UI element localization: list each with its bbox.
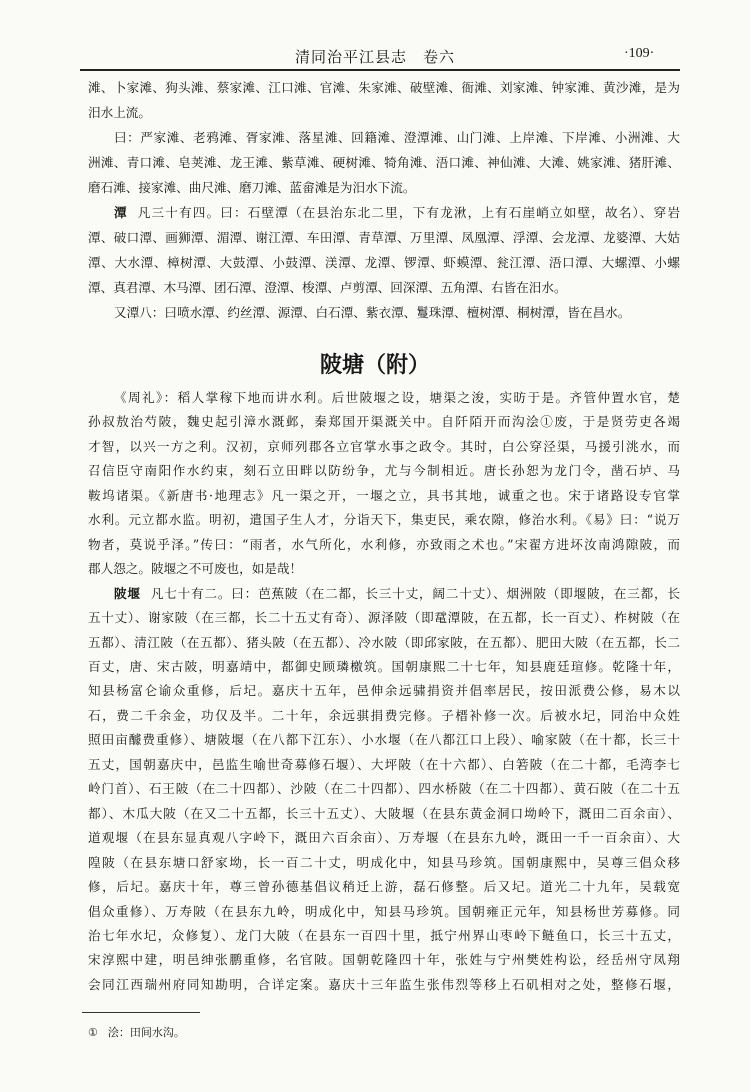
paragraph [88,75,680,125]
text-line-content: 凡七十有二。曰：芭蕉陂（在二都，长三十丈，阔二十丈）、烟洲陂（即堰陂，在三都，长 [150,585,681,601]
text-line-content: 鞍坞诸渠。《新唐书·地理志》凡一渠之开，一堰之立，具书其地，诚重之也。宋于诸路设专官掌 [88,487,680,503]
text-line-content: 治七年水圮，众修复）、龙门大陂（在县东一百四十里，抵宁州界山枣岭下鲢鱼口，长三十五丈， [88,927,680,943]
paragraph [88,200,680,300]
text-line-content: 汨水上流。 [88,105,151,120]
top-text-block [88,75,680,325]
text-line-content: 百丈，唐、宋古陂，明嘉靖中，都御史顾璘檄筑。国朝康熙二十七年，知县鹿廷瑄修。乾隆十年， [88,658,680,674]
text-line-content: 五十丈）、谢家陂（在三都，长二十五丈有奇）、源泽陂（即鼋潭陂，在五都，长一百丈）、柞树陂（在 [88,610,680,626]
footnote-rule [82,1012,200,1013]
text-line [88,410,680,434]
text-line [88,459,680,483]
text-line-content: 石，费二千余金，功仅及半。二十年，余远骐捐费完修。子榗补修一次。后被水圮，同治中众姓 [88,707,680,723]
header-title-text: 清同治平江县志 卷六 [294,48,455,66]
text-line [88,802,680,826]
text-line [88,728,680,752]
text-line-content: 潭、大水潭、樟树潭、大鼓潭、小鼓潭、渼潭、龙潭、锣潭、虾蟆潭、瓮江潭、浯口潭、大螺潭、小螺 [88,255,680,270]
text-line [88,484,680,508]
text-line [88,250,680,275]
text-line-content: 都）、木瓜大陂（在又二十五都，长三十五丈）、大陂堰（在县东黄金洞口坳岭下，溉田二百余亩）、 [88,805,680,821]
text-line [88,533,680,557]
text-line [88,275,680,300]
text-line [88,973,680,997]
section-title: 陂塘（附） [319,353,430,378]
footnote-marker: ① [88,1026,98,1039]
text-line-content: 《周礼》：稻人掌稼下地而讲水利。后世陂堰之设，塘渠之浚，实昉于是。齐管仲置水官，楚 [114,390,680,405]
text-line [88,948,680,972]
paragraph [88,300,680,325]
text-line-content: 照田亩醵费重修）、塘陂堰（在八都下江东）、小水堰（在八都江口上段）、喻家陂（在十都，长三十 [88,732,680,748]
text-line [88,508,680,532]
paragraph-lead-term: 潭 [114,205,128,220]
text-line [88,631,680,655]
text-line [88,125,680,150]
text-line [88,75,680,100]
text-line [88,704,680,728]
text-line-content: 岭门首）、石王陂（在二十四都）、沙陂（在二十四都）、四水桥陂（在二十四都）、黄石陂（在二十五 [88,781,680,797]
footnote [88,1024,185,1040]
text-line [88,753,680,777]
text-line-content: 道观堰（在县东显真观八字岭下，溉田六百余亩）、万寿堰（在县东九岭，溉田一千一百余亩）、大 [88,830,680,846]
text-line-content: 潭、真君潭、木马潭、团石潭、澄潭、梭潭、卢剪潭、回深潭、五角潭、右皆在汨水。 [88,280,567,295]
text-line-content: 修，后圮。嘉庆十年，尊三曾孙德基倡议稍迁上游，磊石修整。后又圮。道光二十九年，吴载宽 [88,879,680,895]
text-line-content: 孙叔敖治芍陂，魏史起引漳水溉邺，秦郑国开渠溉关中。自阡陌开而沟浍①废，于是贤劳吏各竭 [88,414,680,430]
text-line-content: 倡众重修）、万寿陂（在县东九岭，明成化中，知县马珍筑。国朝雍正元年，知县杨世芳募修。同 [88,903,680,919]
text-line-content: 郡人怨之。陂堰之不可废也，如是哉！ [88,561,303,577]
text-line [88,826,680,850]
text-line [88,679,680,703]
text-line-content: 曰：严家滩、老鸦滩、胥家滩、落星滩、回籍滩、澄潭滩、山门滩、上岸滩、下岸滩、小洲滩、大 [114,130,680,145]
text-line-content: 磨石滩、接家滩、曲尺滩、磨刀滩、蓝畲滩是为汨水下流。 [88,180,416,195]
text-line [88,777,680,801]
text-line [88,386,680,410]
page-number: ·109· [624,46,655,61]
text-line-content: 凡三十有四。曰：石壁潭（在县治东北二里，下有龙湫，上有石崖峭立如壁，故名）、穿岩 [137,205,681,220]
paragraph [88,386,680,582]
text-line [88,582,680,606]
text-line [88,655,680,679]
text-line-content: 宋淳熙中建，明邑绅张鹏重修，名官陂。国朝乾隆四十年，张姓与宁州樊姓构讼，经岳州守凤翔 [88,952,680,968]
paragraph [88,582,680,998]
text-line [88,924,680,948]
text-line-content: 物者，莫说乎泽。”传曰：“雨者，水气所化，水利修，亦致雨之术也。”宋翟方进坏汝南鸿隙陂，而 [88,536,680,552]
text-line [88,100,680,125]
header-rule [80,69,680,71]
paragraph-lead-term: 陂堰 [114,585,141,601]
text-line [88,175,680,200]
paragraph [88,125,680,200]
text-line-content: 滩、卜家滩、狗头滩、蔡家滩、江口滩、官滩、朱家滩、破壁滩、衙滩、刘家滩、钟家滩、黄沙滩，是为 [88,80,680,95]
text-line [88,875,680,899]
text-line [88,225,680,250]
text-line [88,200,680,225]
text-line-content: 又潭八：曰喷水潭、约丝潭、源潭、白石潭、紫衣潭、鬘珠潭、檀树潭、桐树潭，皆在昌水。 [114,305,631,320]
text-line-content: 会同江西瑞州府同知勘明，合详定案。嘉庆十三年监生张伟烈等移上石矶相对之处，整修石堰， [88,976,680,992]
text-line-content: 洲滩、青口滩、皂荚滩、龙王滩、紫草滩、硬树滩、犄角滩、浯口滩、神仙滩、大滩、姚家滩、猪肝滩、 [88,155,680,170]
text-line-content: 五丈，国朝嘉庆中，邑监生喻世奇募修石堰）、大坪陂（在十六都）、白箬陂（在二十都，毛湾李七 [88,756,680,772]
bottom-text-block [88,386,680,997]
text-line-content: 召信臣守南阳作水约束，刻石立田畔以防纷争，尤与今制相近。唐长孙恕为龙门令，凿石垆、马 [88,463,680,479]
footnote-text: 浍：田间水沟。 [107,1026,185,1039]
text-line [88,606,680,630]
text-line-content: 才智，以兴一方之利。汉初，京师列郡各立官掌水事之政令。其时，白公穿泾渠，马援引洮水，而 [88,438,680,454]
text-line-content: 知县杨富仑谕众重修，后圮。嘉庆十五年，邑伸余远骕捐资并倡率居民，按田派费公修，易木以 [88,683,680,699]
text-line [88,435,680,459]
text-line-content: 五都）、清江陂（在五都）、猪头陂（在五都）、冷水陂（即邱家陂，在五都）、肥田大陂（在五都，长二 [88,634,680,650]
text-line-content: 隍陂（在县东塘口舒家坳，长一百二十丈，明成化中，知县马珍筑。国朝康熙中，吴尊三倡众移 [88,854,680,870]
text-line-content: 水利。元立都水监。明初，遣国子生人才，分诣天下，集吏民，乘农隙，修治水利。《易》曰：“说万 [88,512,680,528]
text-line [88,557,680,581]
text-line [88,900,680,924]
text-line [88,150,680,175]
text-line-content: 潭、破口潭、画狮潭、湄潭、谢江潭、车田潭、青草潭、万里潭、凤凰潭、浮潭、会龙潭、龙婆潭、大姑 [88,230,680,245]
text-line [88,300,680,325]
text-line [88,851,680,875]
